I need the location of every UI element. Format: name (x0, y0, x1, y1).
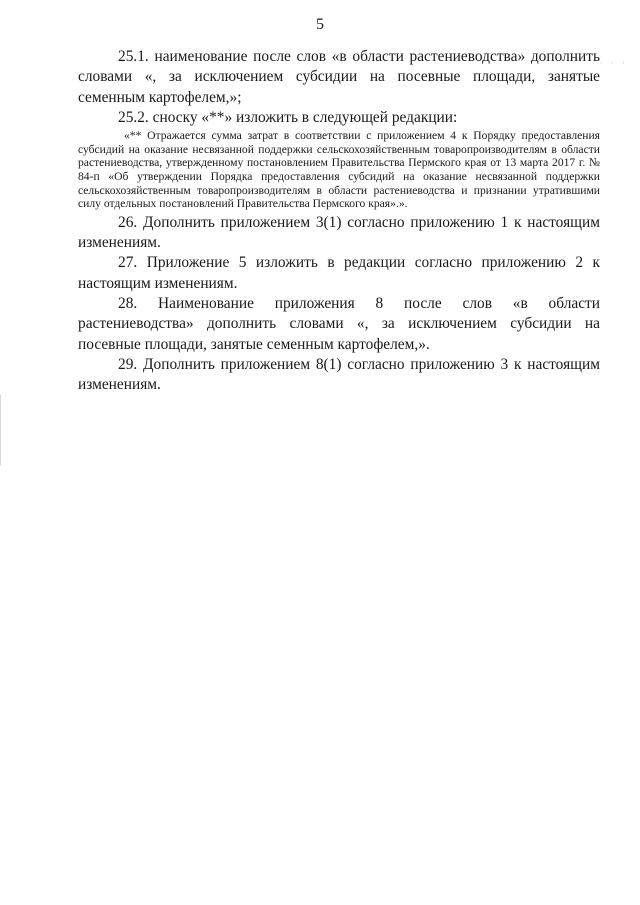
paragraph-25-2: 25.2. сноску «**» изложить в следующей редакции: (118, 108, 458, 126)
paragraph-28: 28. Наименование приложения 8 после слов «в области растениеводства» дополнить словами «, за исключением субсидии на посевные площади, занятые семенным картофелем,». (78, 294, 600, 353)
document-body (78, 47, 600, 395)
scan-edge-mark (0, 395, 1, 465)
paragraph-27: 27. Приложение 5 изложить в редакции согласно приложению 2 к настоящим изменениям. (78, 254, 600, 292)
scan-artifact: · · · (599, 58, 628, 68)
paragraph-29: 29. Дополнить приложением 8(1) согласно приложению 3 к настоящим изменениям. (78, 355, 600, 394)
paragraph-25-1: 25.1. наименование после слов «в области растениеводства» дополнить словами «, за исключением субсидии на посевные площади, занятые семенным картофелем,»; (78, 48, 600, 106)
footnote-text: «** Отражается сумма затрат в соответствии с приложением 4 к Порядку предоставления субсидий на оказание несвязанной поддержки сельскохозяйственным товаропроизводителям в области растениеводства, утвержденному постановлением Правительства Пермского края от 13 марта 2017 г. № 84-п «Об утверждении Порядка предоставления субсидий на оказание несвязанной поддержки сельскохозяйственным товаропроизводителям в области растениеводства и признании утратившими силу отдельных постановлений Правительства Пермского края».». (78, 129, 600, 211)
paragraph-26: 26. Дополнить приложением 3(1) согласно приложению 1 к настоящим изменениям. (78, 213, 600, 252)
page-number: 5 (316, 16, 324, 33)
